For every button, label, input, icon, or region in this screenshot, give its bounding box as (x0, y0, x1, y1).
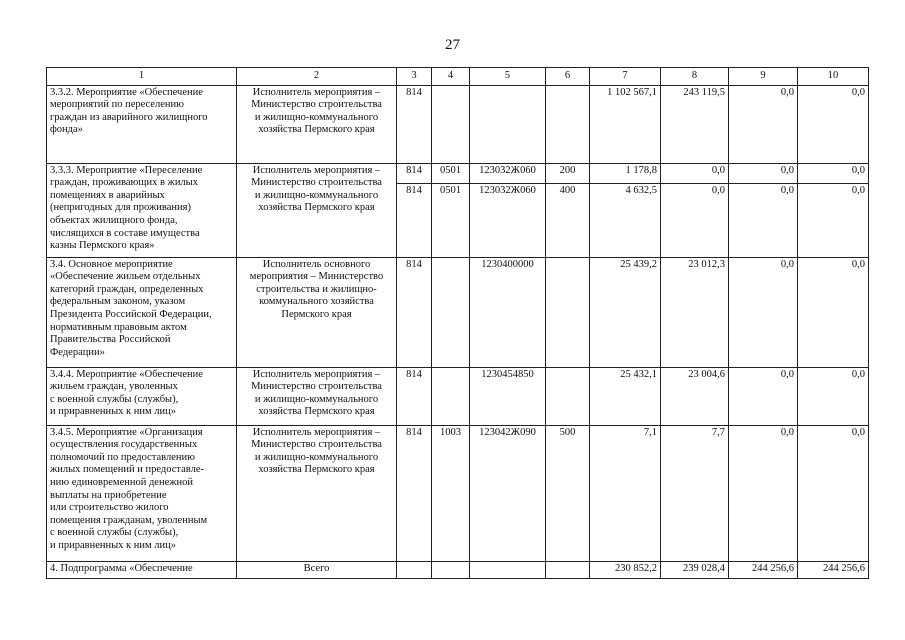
csr-code: 1230454850 (470, 367, 546, 425)
value-col8: 239 028,4 (661, 561, 729, 578)
csr-code: 123042Ж090 (470, 425, 546, 561)
csr-code (470, 561, 546, 578)
column-header: 2 (237, 68, 397, 86)
value-col7: 7,1 (590, 425, 661, 561)
value-col8: 23 012,3 (661, 257, 729, 367)
measure-name: 3.3.2. Мероприятие «Обеспечение мероприятий по переселению граждан из аварийного жилищного фонда» (47, 85, 237, 163)
value-col7: 1 178,8 (590, 163, 661, 183)
csr-code: 123032Ж060 (470, 183, 546, 257)
value-col8: 0,0 (661, 183, 729, 257)
measure-executor: Всего (237, 561, 397, 578)
rzpr-code (432, 561, 470, 578)
column-header: 3 (397, 68, 432, 86)
value-col9: 0,0 (729, 425, 798, 561)
measure-executor: Исполнитель мероприятия – Министерство строительства и жилищно-коммунального хозяйства Пермского края (237, 163, 397, 257)
value-col7: 1 102 567,1 (590, 85, 661, 163)
rzpr-code: 0501 (432, 163, 470, 183)
column-header: 7 (590, 68, 661, 86)
value-col9: 0,0 (729, 183, 798, 257)
column-header: 10 (798, 68, 869, 86)
rzpr-code (432, 85, 470, 163)
csr-code: 1230400000 (470, 257, 546, 367)
table-row (47, 163, 869, 183)
vr-code (546, 257, 590, 367)
value-col7: 25 439,2 (590, 257, 661, 367)
grbs-code: 814 (397, 425, 432, 561)
column-header: 4 (432, 68, 470, 86)
column-header: 1 (47, 68, 237, 86)
grbs-code (397, 561, 432, 578)
vr-code: 400 (546, 183, 590, 257)
value-col10: 0,0 (798, 367, 869, 425)
value-col9: 0,0 (729, 85, 798, 163)
page-number: 27 (445, 37, 460, 53)
measure-executor: Исполнитель основного мероприятия – Министерство строительства и жилищно- коммунального хозяйства Пермского края (237, 257, 397, 367)
value-col9: 244 256,6 (729, 561, 798, 578)
value-col8: 7,7 (661, 425, 729, 561)
value-col10: 0,0 (798, 183, 869, 257)
measure-name: 3.4.5. Мероприятие «Организация осуществления государственных полномочий по предоставлению жилых помещений и предоставле- нию единовременной денежной выплаты на приобретение или строительство жилого помещения гражданам, уволенным с военной службы (службы), и приравненных к ним лиц» (47, 425, 237, 561)
vr-code (546, 85, 590, 163)
value-col8: 243 119,5 (661, 85, 729, 163)
column-header: 8 (661, 68, 729, 86)
measure-name: 3.4. Основное мероприятие «Обеспечение жильем отдельных категорий граждан, определенных федеральным законом, указом Президента Российской Федерации, нормативным правовым актом Правительства Российской Федерации» (47, 257, 237, 367)
value-col10: 0,0 (798, 257, 869, 367)
header-row (47, 68, 869, 86)
column-header: 5 (470, 68, 546, 86)
measure-name: 3.3.3. Мероприятие «Переселение граждан, проживающих в жилых помещениях в аварийных (непригодных для проживания) объектах жилищного фонда, числящихся в составе имущества казны Пермского края» (47, 163, 237, 257)
value-col10: 0,0 (798, 163, 869, 183)
column-header: 6 (546, 68, 590, 86)
measure-executor: Исполнитель мероприятия – Министерство строительства и жилищно-коммунального хозяйства Пермского края (237, 425, 397, 561)
value-col7: 25 432,1 (590, 367, 661, 425)
grbs-code: 814 (397, 367, 432, 425)
grbs-code: 814 (397, 183, 432, 257)
rzpr-code (432, 257, 470, 367)
value-col9: 0,0 (729, 163, 798, 183)
rzpr-code: 1003 (432, 425, 470, 561)
value-col7: 4 632,5 (590, 183, 661, 257)
measure-name: 3.4.4. Мероприятие «Обеспечение жильем граждан, уволенных с военной службы (службы), и приравненных к ним лиц» (47, 367, 237, 425)
csr-code (470, 85, 546, 163)
table-row (47, 561, 869, 578)
column-header: 9 (729, 68, 798, 86)
csr-code: 123032Ж060 (470, 163, 546, 183)
vr-code (546, 561, 590, 578)
measure-executor: Исполнитель мероприятия – Министерство строительства и жилищно-коммунального хозяйства Пермского края (237, 85, 397, 163)
rzpr-code: 0501 (432, 183, 470, 257)
vr-code (546, 367, 590, 425)
table-row (47, 257, 869, 367)
value-col8: 0,0 (661, 163, 729, 183)
value-col8: 23 004,6 (661, 367, 729, 425)
value-col10: 0,0 (798, 85, 869, 163)
table-row (47, 85, 869, 163)
table-row (47, 425, 869, 561)
budget-table (46, 67, 869, 579)
value-col9: 0,0 (729, 367, 798, 425)
measure-executor: Исполнитель мероприятия – Министерство строительства и жилищно-коммунального хозяйства Пермского края (237, 367, 397, 425)
value-col9: 0,0 (729, 257, 798, 367)
value-col10: 244 256,6 (798, 561, 869, 578)
vr-code: 500 (546, 425, 590, 561)
grbs-code: 814 (397, 257, 432, 367)
value-col7: 230 852,2 (590, 561, 661, 578)
table-row (47, 367, 869, 425)
grbs-code: 814 (397, 163, 432, 183)
value-col10: 0,0 (798, 425, 869, 561)
vr-code: 200 (546, 163, 590, 183)
measure-name: 4. Подпрограмма «Обеспечение (47, 561, 237, 578)
rzpr-code (432, 367, 470, 425)
grbs-code: 814 (397, 85, 432, 163)
